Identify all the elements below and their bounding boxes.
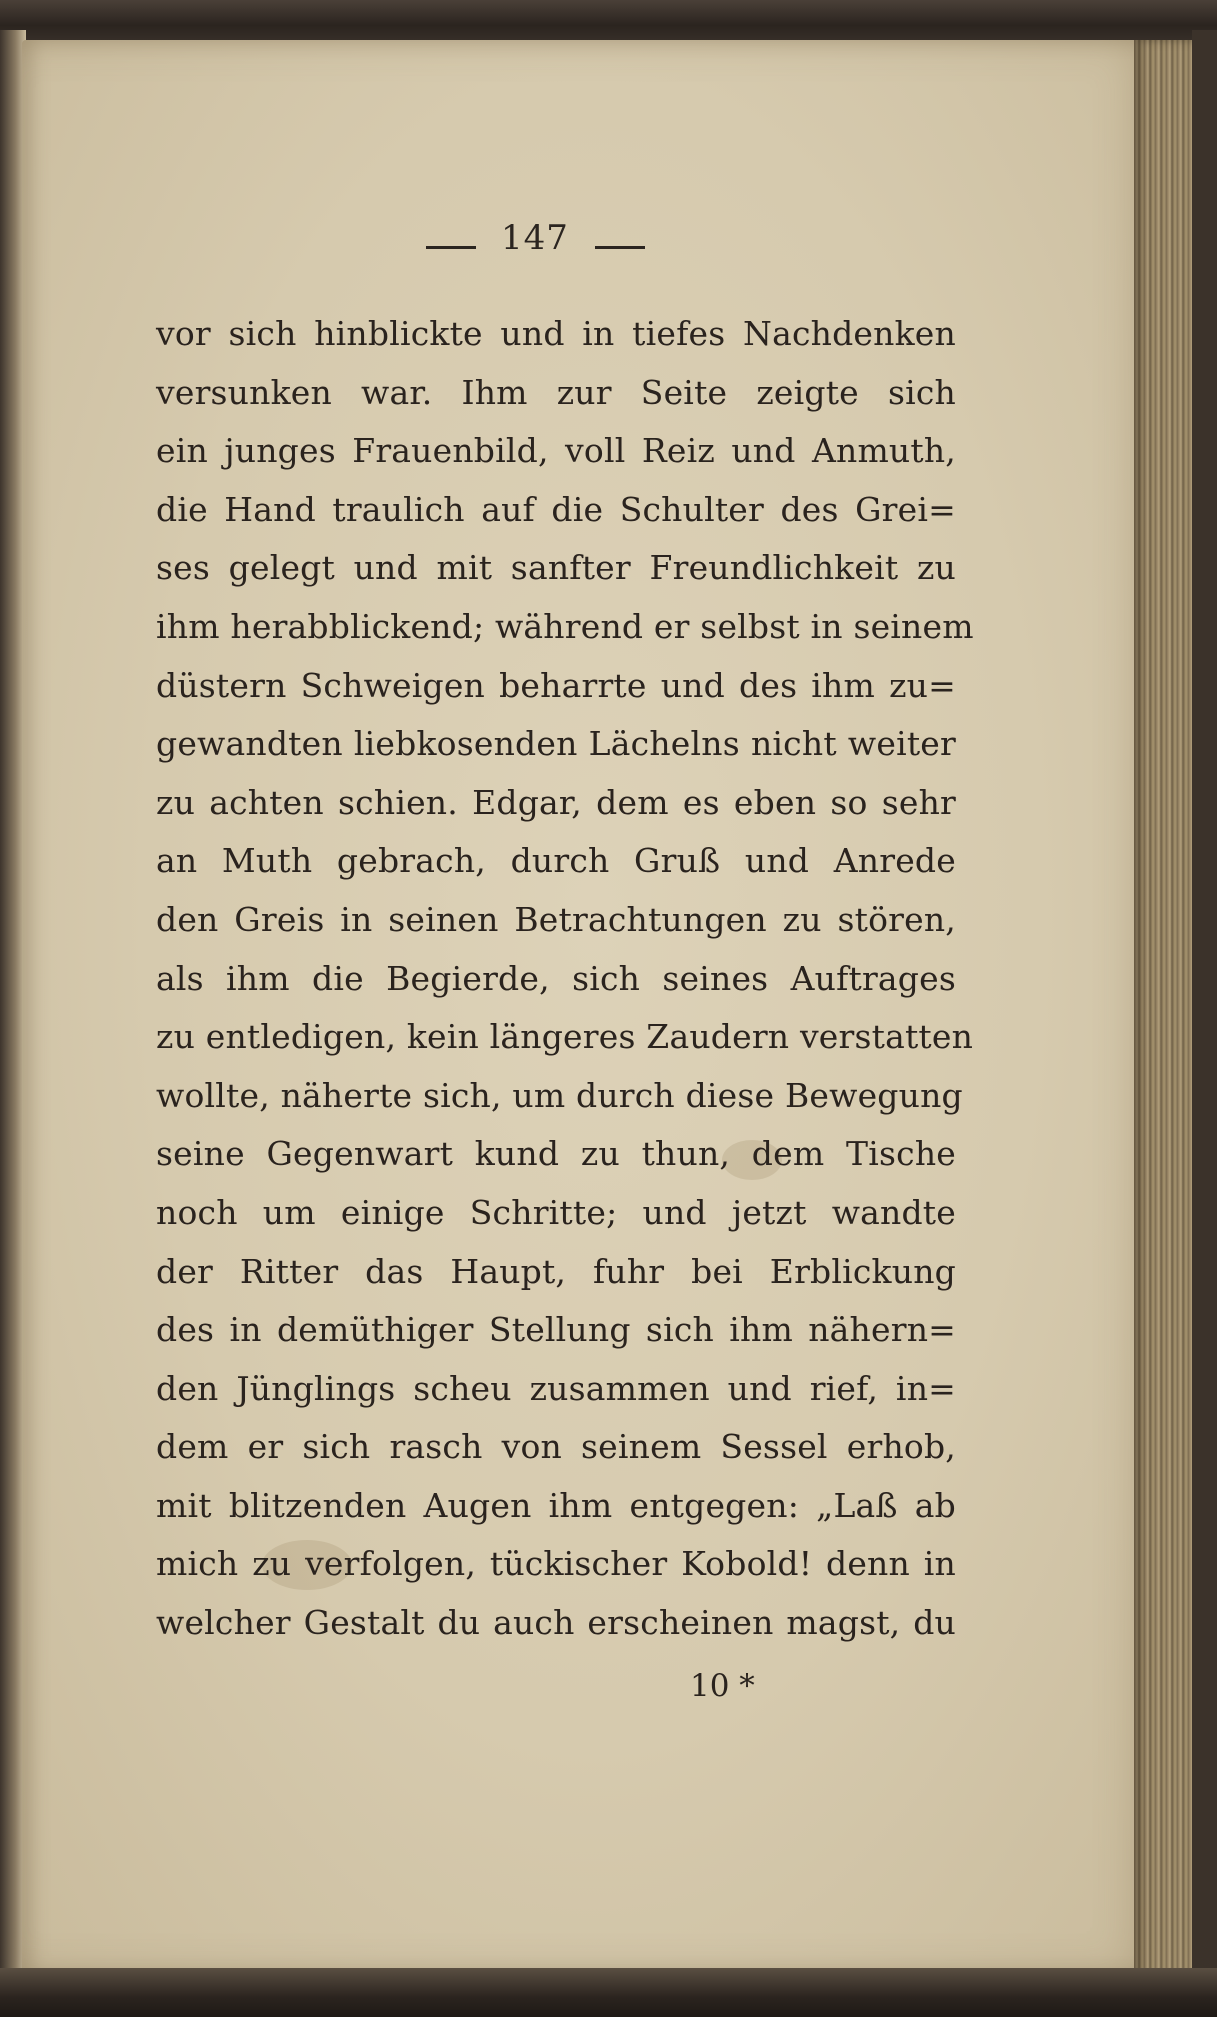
text-line: des in demüthiger Stellung sich ihm nähern= bbox=[156, 1310, 956, 1350]
header-dash-left bbox=[426, 246, 476, 249]
body-text bbox=[156, 305, 974, 1653]
text-line: welcher Gestalt du auch erscheinen magst, du bbox=[156, 1603, 956, 1643]
page-fore-edge bbox=[1134, 40, 1196, 1980]
text-line: mit blitzenden Augen ihm entgegen: „Laß ab bbox=[156, 1485, 956, 1525]
book-cover-edge bbox=[1192, 30, 1217, 1990]
text-line: mich zu verfolgen, tückischer Kobold! denn in bbox=[156, 1544, 956, 1584]
text-line: gewandten liebkosenden Lächelns nicht weiter bbox=[156, 724, 956, 764]
running-header bbox=[0, 218, 1217, 278]
text-line: ein junges Frauenbild, voll Reiz und Anmuth, bbox=[156, 431, 956, 471]
text-line: als ihm die Begierde, sich seines Auftrages bbox=[156, 958, 956, 998]
text-line: zu achten schien. Edgar, dem es eben so sehr bbox=[156, 782, 956, 822]
book-bottom-edge bbox=[0, 1968, 1217, 2017]
text-line: zu entledigen, kein längeres Zaudern verstatten bbox=[156, 1017, 974, 1057]
text-line: den Jünglings scheu zusammen und rief, in= bbox=[156, 1368, 956, 1408]
text-line: düstern Schweigen beharrte und des ihm zu= bbox=[156, 665, 956, 705]
page-number: 147 bbox=[501, 218, 569, 258]
text-line: noch um einige Schritte; und jetzt wandte bbox=[156, 1192, 956, 1232]
text-line: den Greis in seinen Betrachtungen zu stören, bbox=[156, 899, 956, 939]
text-line: versunken war. Ihm zur Seite zeigte sich bbox=[156, 372, 956, 412]
header-dash-right bbox=[595, 246, 645, 249]
text-line: seine Gegenwart kund zu thun, dem Tische bbox=[156, 1134, 956, 1174]
text-line: der Ritter das Haupt, fuhr bei Erblickung bbox=[156, 1251, 956, 1291]
text-line: ses gelegt und mit sanfter Freundlichkeit zu bbox=[156, 548, 956, 588]
text-line: an Muth gebrach, durch Gruß und Anrede bbox=[156, 841, 956, 881]
text-line: wollte, näherte sich, um durch diese Bewegung bbox=[156, 1075, 963, 1115]
text-line: vor sich hinblickte und in tiefes Nachdenken bbox=[156, 314, 956, 353]
text-line: dem er sich rasch von seinem Sessel erhob, bbox=[156, 1427, 956, 1467]
text-line: die Hand traulich auf die Schulter des Grei= bbox=[156, 489, 956, 529]
text-line: ihm herabblickend; während er selbst in seinem bbox=[156, 606, 974, 646]
signature-mark: 10 * bbox=[690, 1668, 755, 1704]
